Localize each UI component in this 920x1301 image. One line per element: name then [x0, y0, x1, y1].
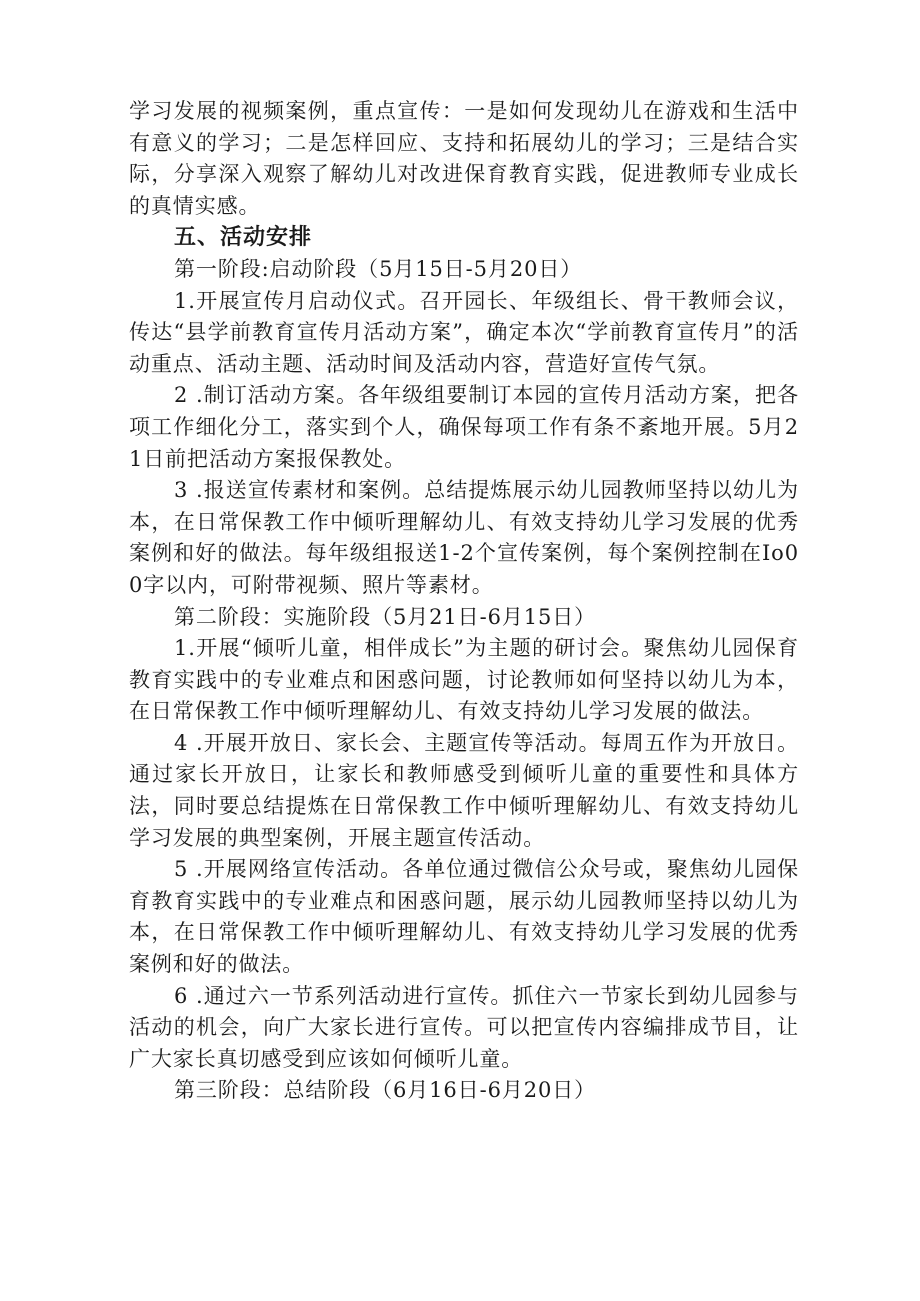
stage2-item-1: 1.开展“倾听儿童，相伴成长”为主题的研讨会。聚焦幼儿园保育教育实践中的专业难点和困惑问题，讨论教师如何坚持以幼儿为本，在日常保教工作中倾听理解幼儿、有效支持幼儿学习发展的做法。 [129, 636, 799, 724]
stage2-title: 第二阶段：实施阶段（5月21日-6月15日） [174, 604, 597, 629]
stage1-item-3: 3 .报送宣传素材和案例。总结提炼展示幼儿园教师坚持以幼儿为本，在日常保教工作中倾听理解幼儿、有效支持幼儿学习发展的优秀案例和好的做法。每年级组报送1-2个宣传案例，每个案例控制在Io00字以内，可附带视频、照片等素材。 [129, 478, 799, 597]
stage2-item-5: 5 .开展网络宣传活动。各单位通过微信公众号或，聚焦幼儿园保育教育实践中的专业难点和困惑问题，展示幼儿园教师坚持以幼儿为本，在日常保教工作中倾听理解幼儿、有效支持幼儿学习发展的优秀案例和好的做法。 [129, 857, 799, 977]
stage3-title: 第三阶段：总结阶段（6月16日-6月20日） [174, 1078, 597, 1103]
stage1-title: 第一阶段:启动阶段（5月15日-5月20日） [174, 256, 583, 281]
section-heading-activity-arrangement: 五、活动安排 [174, 225, 313, 251]
stage2-item-4: 4 .开展开放日、家长会、主题宣传等活动。每周五作为开放日。通过家长开放日，让家长和教师感受到倾听儿童的重要性和具体方法，同时要总结提炼在日常保教工作中倾听理解幼儿、有效支持幼儿学习发展的典型案例，开展主题宣传活动。 [129, 730, 799, 850]
stage1-item-2: 2 .制订活动方案。各年级组要制订本园的宣传月活动方案，把各项工作细化分工，落实到个人，确保每项工作有条不紊地开展。5月21日前把活动方案报保教处。 [129, 383, 799, 471]
document-body [129, 96, 799, 1107]
stage2-item-6: 6 .通过六一节系列活动进行宣传。抓住六一节家长到幼儿园参与活动的机会，向广大家长进行宣传。可以把宣传内容编排成节目，让广大家长真切感受到应该如何倾听儿童。 [129, 983, 799, 1071]
stage1-item-1: 1.开展宣传月启动仪式。召开园长、年级组长、骨干教师会议，传达“县学前教育宣传月活动方案”，确定本次“学前教育宣传月”的活动重点、活动主题、活动时间及活动内容，营造好宣传气氛。 [129, 288, 799, 376]
intro-paragraph: 学习发展的视频案例，重点宣传：一是如何发现幼儿在游戏和生活中有意义的学习；二是怎样回应、支持和拓展幼儿的学习；三是结合实际，分享深入观察了解幼儿对改进保育教育实践，促进教师专业成长的真情实感。 [129, 99, 799, 218]
